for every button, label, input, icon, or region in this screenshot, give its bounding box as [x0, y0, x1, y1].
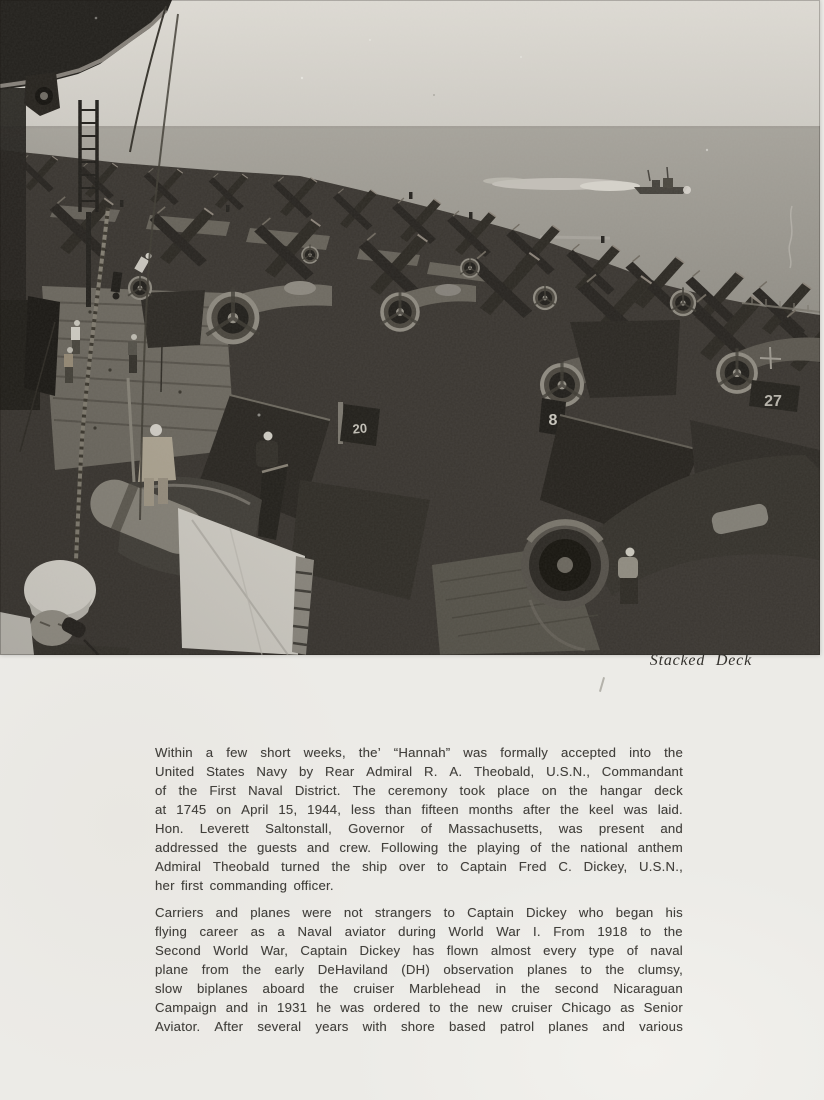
- text-line: of the First Naval District. The ceremony took place on the hangar deck: [155, 783, 683, 798]
- text-line: Carriers and planes were not strangers to Captain Dickey who began his: [155, 905, 683, 920]
- paragraph-1: [155, 743, 683, 895]
- text-line: slow biplanes aboard the cruiser Marblehead in the second Nicaraguan: [155, 981, 683, 996]
- text-line: Admiral Theobald turned the ship over to Captain Fred C. Dickey, U.S.N.,: [155, 859, 683, 874]
- text-line: her first commanding officer.: [155, 878, 334, 893]
- text-line: Hon. Leverett Saltonstall, Governor of Massachusetts, was present and: [155, 821, 683, 836]
- text-line: addressed the guests and crew. Following the playing of the national anthem: [155, 840, 683, 855]
- text-line: Campaign and in 1931 he was ordered to the new cruiser Chicago as Senior: [155, 1000, 683, 1015]
- photo-caption: Stacked Deck: [649, 652, 752, 669]
- text-line: plane from the early DeHaviland (DH) observation planes to the clumsy,: [155, 962, 683, 977]
- paragraph-2: [155, 903, 683, 1036]
- pencil-mark: [599, 677, 605, 692]
- text-line: flying career as a Naval aviator during World War I. From 1918 to the: [155, 924, 683, 939]
- text-line: United States Navy by Rear Admiral R. A. Theobald, U.S.N., Commandant: [155, 764, 683, 779]
- article-text: [155, 743, 683, 1036]
- text-line: Second World War, Captain Dickey has flown almost every type of naval: [155, 943, 683, 958]
- text-line: Within a few short weeks, the’ “Hannah” was formally accepted into the: [155, 745, 683, 760]
- text-line: Aviator. After several years with shore based patrol planes and various: [155, 1019, 683, 1034]
- text-line: at 1745 on April 15, 1944, less than fifteen months after the keel was laid.: [155, 802, 683, 817]
